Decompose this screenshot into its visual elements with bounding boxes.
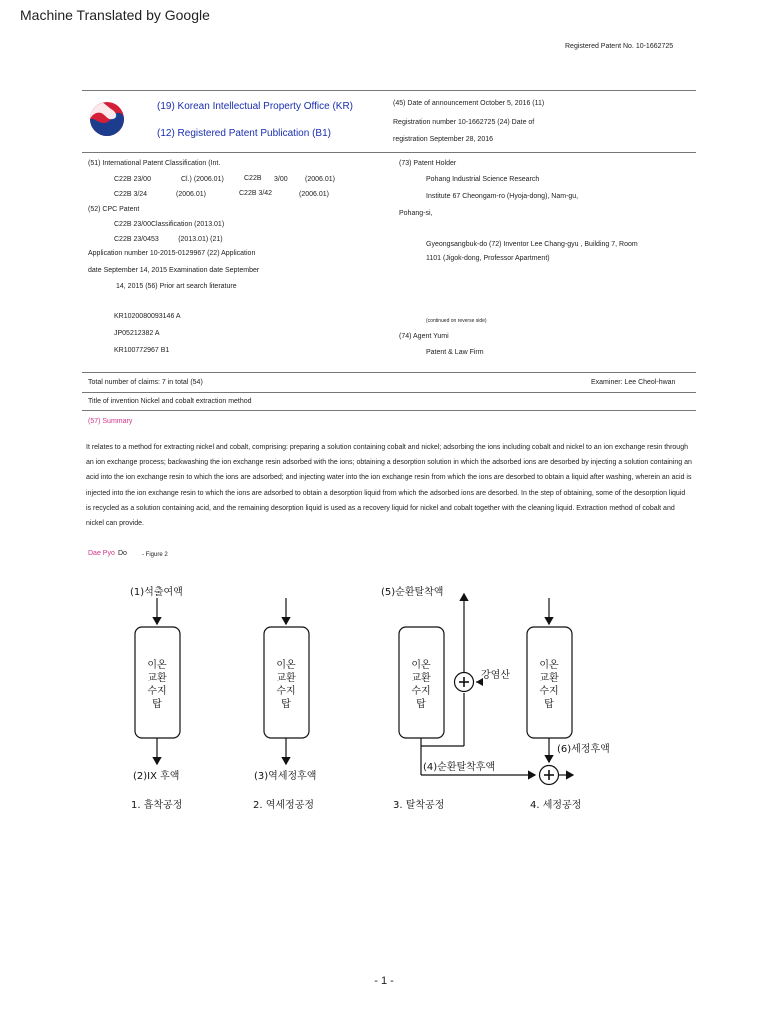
continued-note: (continued on reverse side) (426, 318, 487, 324)
svg-text:이온: 이온 (276, 660, 296, 671)
ipc-code: C22B (244, 175, 262, 182)
after-desorb-label: (4)순환탈착후액 (423, 762, 496, 773)
svg-text:수지: 수지 (147, 686, 167, 697)
svg-text:수지: 수지 (539, 686, 559, 697)
cpc-classification-text: Classification (2013.01) (151, 221, 225, 228)
registered-patent-number: Registered Patent No. 10-1662725 (565, 43, 674, 50)
svg-text:교환: 교환 (276, 673, 296, 684)
svg-text:탑: 탑 (544, 699, 554, 710)
svg-text:교환: 교환 (411, 673, 431, 684)
ipc-version: (2006.01) (305, 176, 335, 183)
backwash-effluent-label: (3)역세정후액 (254, 771, 317, 782)
ipc-version: Cl.) (2006.01) (181, 176, 224, 183)
invention-title: Title of invention Nickel and cobalt extraction method (88, 398, 252, 405)
ipc-code: 3/00 (274, 176, 288, 183)
svg-text:탑: 탑 (416, 699, 426, 710)
patent-holder-city: Pohang-si, (399, 210, 433, 217)
total-claims: Total number of claims: 7 in total (54) (88, 379, 203, 386)
step-label: 3. 탈착공정 (393, 800, 445, 811)
figure-caption: - Figure 2 (142, 552, 168, 558)
application-date: date September 14, 2015 Examination date September (88, 267, 260, 274)
examination-date: 14, 2015 (56) Prior art search literature (116, 283, 237, 290)
step-label: 4. 세정공정 (530, 800, 582, 811)
ix-effluent-label: (2)IX 후액 (133, 771, 180, 782)
patent-holder-name: Pohang Industrial Science Research (426, 176, 540, 183)
acid-label: 강염산 (481, 670, 510, 681)
svg-text:이온: 이온 (539, 660, 559, 671)
kipo-logo (86, 98, 128, 140)
patent-holder-label: (73) Patent Holder (399, 160, 457, 167)
summary-label: (57) Summary (88, 418, 133, 425)
prior-art-item: JP05212382 A (114, 330, 160, 337)
publication-type: (12) Registered Patent Publication (B1) (157, 128, 331, 139)
application-info: Application number 10-2015-0129967 (22) Application (88, 250, 256, 257)
svg-text:이온: 이온 (411, 660, 431, 671)
agent-label: (74) Agent Yumi (399, 333, 449, 340)
svg-text:수지: 수지 (276, 686, 296, 697)
svg-text:탑: 탑 (281, 699, 291, 710)
header-rule-top (82, 90, 696, 91)
registration-date: registration September 28, 2016 (393, 136, 494, 143)
step-label: 1. 흡착공정 (131, 800, 183, 811)
svg-text:수지: 수지 (411, 686, 431, 697)
cpc-code: C22B 23/00 (114, 221, 151, 228)
abstract-text: It relates to a method for extracting nickel and cobalt, comprising: preparing a solution containing cobalt and nickel; adsorbing the ions including cobalt and nickel to an ion exchange resin through an ion exchange process; backwashing the ion exchange resin adsorbed with the ions; obtaining a desorption solution in which the adsorbed ions are desorbed by injecting a solution containing an acid into the ion exchange resin to which the ions are adsorbed; and injecting water into the ion exchange resin from which the ions are desorbed to obtain a liquid after washing, wherein an acid is injected into the ion exchange resin to which the ions are adsorbed to obtain a desorption liquid from which the adsorbed ions are desorbed. In the step of obtaining, some of the desorption liquid is recycled as a solution containing acid, and the remaining desorption liquid is used as a recovery liquid for nickel and cobalt together with the cleaning liquid. Extraction method of cobalt and nickel can provide. (86, 444, 692, 528)
svg-text:교환: 교환 (147, 673, 167, 684)
process-diagram (0, 570, 768, 830)
step-label: 2. 역세정공정 (253, 800, 315, 811)
representative-figure-suffix: Do (118, 550, 127, 557)
inventor-info: Gyeongsangbuk-do (72) Inventor Lee Chang-gyu , Building 7, Room (426, 241, 638, 248)
office-name: (19) Korean Intellectual Property Office (KR) (157, 101, 354, 112)
ipc-version: (2006.01) (299, 191, 329, 198)
examiner: Examiner: Lee Cheol-hwan (591, 379, 676, 386)
machine-translated-banner: Machine Translated by Google (20, 7, 210, 23)
page-number: - 1 - (374, 975, 394, 987)
registration-number: Registration number 10-1662725 (24) Date of (393, 119, 535, 126)
cpc-code: C22B 23/0453 (2013.01) (21) (114, 236, 223, 243)
feed-label: (1)석출여액 (130, 587, 183, 598)
prior-art-item: KR100772967 B1 (114, 347, 170, 354)
header-rule-bottom (82, 152, 696, 153)
svg-text:이온: 이온 (147, 660, 167, 671)
svg-text:탑: 탑 (152, 699, 162, 710)
inventor-address: 1101 (Jigok-dong, Professor Apartment) (426, 255, 550, 262)
ipc-label: (51) International Patent Classification (Int. (88, 160, 221, 167)
ipc-code: C22B 23/00 (114, 176, 151, 183)
section-rule (82, 392, 696, 393)
cpc-label: (52) CPC Patent (88, 206, 140, 213)
section-rule (82, 372, 696, 373)
agent-name: Patent & Law Firm (426, 349, 484, 356)
ipc-code: C22B 3/24 (114, 191, 148, 198)
representative-figure-label: Dae Pyo (88, 550, 115, 557)
prior-art-item: KR1020080093146 A (114, 313, 181, 320)
announcement-date: (45) Date of announcement October 5, 2016 (11) (393, 100, 545, 107)
svg-text:교환: 교환 (539, 673, 559, 684)
recycle-desorb-label: (5)순환탈착액 (381, 587, 444, 598)
wash-effluent-label: (6)세정후액 (557, 744, 610, 755)
ipc-version: (2006.01) (176, 191, 206, 198)
patent-holder-address: Institute 67 Cheongam-ro (Hyoja-dong), Nam-gu, (426, 193, 579, 200)
ipc-code: C22B 3/42 (239, 190, 273, 197)
section-rule (82, 410, 696, 411)
